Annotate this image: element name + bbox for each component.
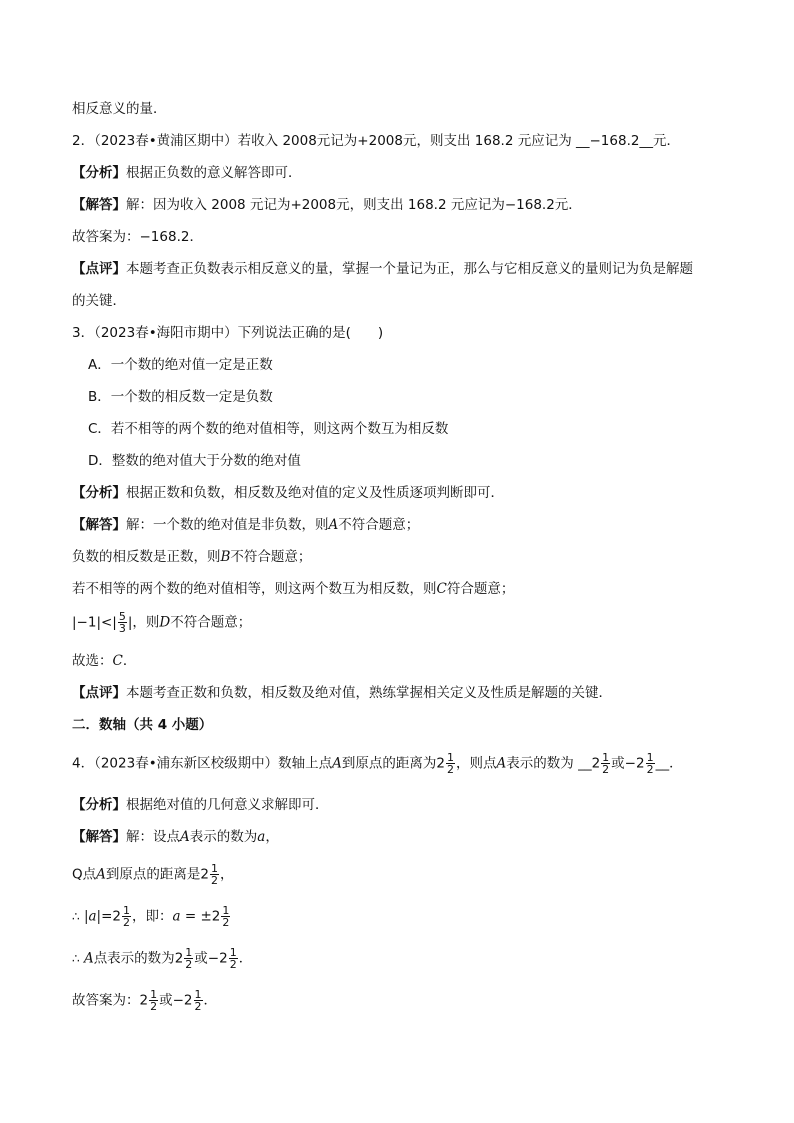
option-a <box>88 355 734 375</box>
denominator: 2 <box>210 874 218 887</box>
solve-line-3 <box>72 905 734 928</box>
analysis-line <box>72 483 734 503</box>
variable: A <box>496 755 507 772</box>
analysis-tag: 【分析】 <box>72 165 126 181</box>
blank: __ <box>639 133 653 149</box>
blank: __ <box>578 755 592 772</box>
variable: A <box>180 829 190 845</box>
option-b <box>88 387 734 407</box>
or-text: 或 <box>194 950 208 967</box>
punctuation: ． <box>203 992 217 1009</box>
comment-line-2 <box>72 291 734 311</box>
fraction <box>229 947 238 970</box>
blank: __ <box>655 755 670 772</box>
solve-line <box>72 827 734 847</box>
whole-part: −2 <box>207 950 228 967</box>
comment-text: 的关键． <box>72 293 126 309</box>
final-answer <box>72 989 734 1012</box>
numerator: 1 <box>210 862 218 875</box>
fraction <box>210 863 219 886</box>
section-heading <box>72 715 734 735</box>
denominator: 2 <box>229 958 237 971</box>
analysis-text: 根据绝对值的几何意义求解即可． <box>126 797 329 813</box>
question-3 <box>72 323 734 343</box>
fraction <box>646 752 655 775</box>
comment-tag: 【点评】 <box>72 261 126 277</box>
math-text: a = ± <box>172 908 212 925</box>
solve-text: 符合题意； <box>446 581 515 597</box>
whole-part: 2 <box>436 755 446 772</box>
option-text: B．一个数的相反数一定是负数 <box>88 389 273 405</box>
option-text: C．若不相等的两个数的绝对值相等，则这两个数互为相反数 <box>88 421 449 437</box>
solve-text: 不符合题意； <box>338 517 420 533</box>
option-text: A．一个数的绝对值一定是正数 <box>88 357 273 373</box>
comment-line <box>72 683 734 703</box>
final-answer-value: C <box>112 653 123 669</box>
fraction <box>118 611 127 634</box>
fraction <box>446 752 455 775</box>
analysis-text: 根据正负数的意义解答即可． <box>126 165 302 181</box>
whole-part: −2 <box>172 992 193 1009</box>
question-text: 3．（2023春•海阳市期中）下列说法正确的是( ) <box>72 325 384 341</box>
final-answer <box>72 227 734 247</box>
question-4 <box>72 752 734 775</box>
question-text: 4．（2023春•浦东新区校级期中）数轴上点 <box>72 755 333 772</box>
comment-text: 本题考查正数和负数，相反数及绝对值，熟练掌握相关定义及性质是解题的关键． <box>126 685 612 701</box>
fraction <box>221 905 230 928</box>
whole-part: 2 <box>174 950 184 967</box>
numerator: 1 <box>229 946 237 959</box>
denominator: 2 <box>222 916 230 929</box>
numerator: 1 <box>194 988 202 1001</box>
solve-tag: 【解答】 <box>72 197 126 213</box>
final-answer-text: 故答案为： <box>72 992 140 1009</box>
solve-line-3 <box>72 579 734 599</box>
comment-tag: 【点评】 <box>72 685 126 701</box>
fraction <box>601 752 610 775</box>
whole-part: 2 <box>591 755 601 772</box>
variable: D <box>159 614 171 631</box>
numerator: 5 <box>118 610 126 623</box>
numerator: 1 <box>447 751 455 764</box>
variable: A <box>96 866 106 883</box>
solve-text: 点 <box>82 866 97 883</box>
variable: C <box>436 581 447 597</box>
denominator: 2 <box>646 763 654 776</box>
comment-line <box>72 259 734 279</box>
option-c <box>88 419 734 439</box>
or-text: 或 <box>611 755 625 772</box>
fraction <box>149 989 158 1012</box>
solve-line-2 <box>72 547 734 567</box>
final-answer-text: 故选： <box>72 653 113 669</box>
or-text: 或 <box>159 992 173 1009</box>
numerator: 1 <box>150 988 158 1001</box>
variable: a <box>257 829 266 845</box>
analysis-tag: 【分析】 <box>72 797 126 813</box>
comment-text: 本题考查正负数表示相反意义的量，掌握一个量记为正，那么与它相反意义的量则记为负是解题 <box>126 261 693 277</box>
variable: A <box>332 755 342 772</box>
solve-text: 解：设点 <box>126 829 180 845</box>
solve-text: ， <box>265 829 279 845</box>
variable: A <box>83 950 94 967</box>
solve-line-4 <box>72 947 734 970</box>
denominator: 2 <box>185 958 193 971</box>
whole-part: 2 <box>139 992 149 1009</box>
analysis-text: 根据正数和负数，相反数及绝对值的定义及性质逐项判断即可． <box>126 485 504 501</box>
therefore-symbol: ∴ <box>72 951 80 966</box>
blank: __ <box>576 133 590 149</box>
variable: B <box>220 549 231 565</box>
solve-text: 到原点的距离是 <box>105 866 201 883</box>
punctuation: ． <box>238 950 253 967</box>
whole-part: 2 <box>200 866 209 883</box>
denominator: 2 <box>150 1000 158 1013</box>
question-text: 到原点的距离为 <box>341 755 437 772</box>
denominator: 3 <box>118 622 126 635</box>
section-title: 二．数轴（共 4 小题） <box>72 717 213 733</box>
whole-part: 2 <box>211 908 221 925</box>
solve-line-2 <box>72 863 734 886</box>
solve-text: 解：因为收入 2008 元记为+2008元，则支出 168.2 元应记为−168.2元． <box>126 197 582 213</box>
variable: A <box>328 517 339 533</box>
final-answer <box>72 651 734 671</box>
math-text: |a|= <box>83 908 113 925</box>
solve-line-4 <box>72 611 734 634</box>
numerator: 1 <box>646 751 654 764</box>
whole-part: −2 <box>624 755 645 772</box>
continuation-text: 相反意义的量． <box>72 101 167 117</box>
numerator: 1 <box>222 904 230 917</box>
solve-text: 若不相等的两个数的绝对值相等，则这两个数互为相反数，则 <box>72 581 437 597</box>
question-text: 2．（2023春•黄浦区期中）若收入 2008元记为+2008元，则支出 168.2 元应记为 <box>72 133 576 149</box>
because-symbol: Q <box>72 866 83 883</box>
denominator: 2 <box>447 763 455 776</box>
fraction <box>184 947 193 970</box>
denominator: 2 <box>123 916 130 929</box>
question-text: 表示的数为 <box>506 755 579 772</box>
solve-text: 不符合题意； <box>170 614 252 631</box>
answer-value: −168.2 <box>589 133 640 149</box>
analysis-line <box>72 795 734 815</box>
punctuation: ， <box>219 866 234 883</box>
solve-text: 不符合题意； <box>230 549 312 565</box>
math-text: |，则 <box>127 614 160 631</box>
solve-line <box>72 515 734 535</box>
question-text: ． <box>669 755 683 772</box>
text-line <box>72 99 734 119</box>
fraction <box>194 989 203 1012</box>
math-text: |−1|<| <box>72 614 117 631</box>
denominator: 2 <box>194 1000 202 1013</box>
question-2 <box>72 131 734 151</box>
solve-text: 点表示的数为 <box>93 950 175 967</box>
question-text: ，则点 <box>456 755 497 772</box>
numerator: 1 <box>602 751 610 764</box>
option-d <box>88 451 734 471</box>
option-text: D．整数的绝对值大于分数的绝对值 <box>88 453 301 469</box>
denominator: 2 <box>602 763 610 776</box>
solve-line <box>72 195 734 215</box>
fraction <box>122 905 131 928</box>
solve-tag: 【解答】 <box>72 829 126 845</box>
analysis-line <box>72 163 734 183</box>
solve-text: 解：一个数的绝对值是非负数，则 <box>126 517 329 533</box>
solve-text: ，即： <box>132 908 173 925</box>
analysis-tag: 【分析】 <box>72 485 126 501</box>
solve-text: 表示的数为 <box>189 829 258 845</box>
final-answer-text: 故答案为：−168.2． <box>72 229 203 245</box>
therefore-symbol: ∴ <box>72 909 80 924</box>
whole-part: 2 <box>112 908 121 925</box>
numerator: 1 <box>185 946 193 959</box>
final-answer-text: ． <box>122 653 137 669</box>
numerator: 1 <box>123 904 130 917</box>
solve-tag: 【解答】 <box>72 517 126 533</box>
question-text: 元． <box>652 133 680 149</box>
solve-text: 负数的相反数是正数，则 <box>72 549 221 565</box>
